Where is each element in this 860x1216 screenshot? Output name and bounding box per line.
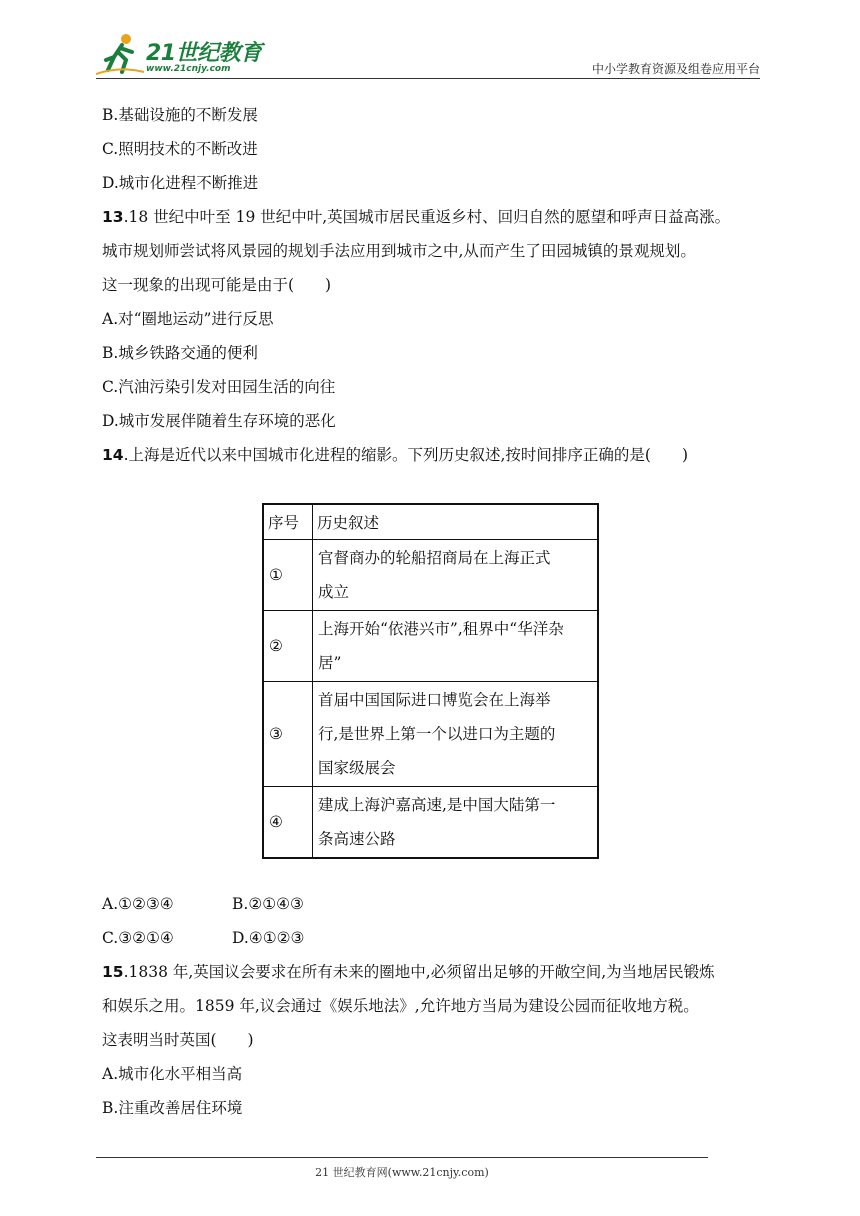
q13-number: 13	[102, 208, 124, 226]
table-header-row	[263, 504, 598, 540]
runner-icon	[96, 30, 144, 78]
q13-line-2: 城市规划师尝试将风景园的规划手法应用到城市之中,从而产生了田园城镇的景观规划。	[102, 242, 696, 260]
q13-option-a: A.对“圈地运动”进行反思	[102, 310, 274, 328]
q14-option-b: B.②①④③	[232, 895, 304, 913]
q13-option-c: C.汽油污染引发对田园生活的向往	[102, 378, 336, 396]
q15-line-2: 和娱乐之用。1859 年,议会通过《娱乐地法》,允许地方当局为建设公园而征收地方税。	[102, 997, 699, 1015]
q15-block	[102, 957, 772, 1127]
row-number: ③	[263, 682, 313, 787]
row-description: 首届中国国际进口博览会在上海举 行,是世界上第一个以进口为主题的 国家级展会	[313, 682, 599, 787]
q13-option-d: D.城市发展伴随着生存环境的恶化	[102, 412, 336, 430]
table-row	[263, 682, 598, 787]
q12-option-b: B.基础设施的不断发展	[102, 106, 258, 124]
footer-divider	[96, 1157, 708, 1158]
q15-line-1	[102, 957, 772, 991]
table-header-num: 序号	[263, 504, 313, 540]
logo-url: www.21cnjy.com	[146, 64, 231, 74]
row-description: 建成上海沪嘉高速,是中国大陆第一 条高速公路	[313, 787, 599, 859]
q12-option-c: C.照明技术的不断改进	[102, 140, 258, 158]
logo-title: 21世纪教育	[146, 41, 262, 66]
q14-options	[102, 889, 362, 957]
q13-text-1: .18 世纪中叶至 19 世纪中叶,英国城市居民重返乡村、回归自然的愿望和呼声日益高涨。	[123, 208, 731, 226]
page-footer: 21 世纪教育网(www.21cnjy.com)	[315, 1166, 489, 1179]
q15-number: 15	[102, 963, 124, 981]
q15-option-b: B.注重改善居住环境	[102, 1099, 243, 1117]
q14-option-c: C.③②①④	[102, 929, 174, 947]
q13-option-b: B.城乡铁路交通的便利	[102, 344, 258, 362]
row-number: ④	[263, 787, 313, 859]
q14-text: .上海是近代以来中国城市化进程的缩影。下列历史叙述,按时间排序正确的是( )	[123, 446, 689, 464]
q14-number: 14	[102, 446, 124, 464]
row-description: 上海开始“依港兴市”,租界中“华洋杂 居”	[313, 611, 599, 682]
q13-line-3: 这一现象的出现可能是由于( )	[102, 276, 332, 294]
q12-option-d: D.城市化进程不断推进	[102, 174, 259, 192]
table-row	[263, 540, 598, 611]
logo	[96, 30, 266, 78]
page-header	[96, 30, 760, 80]
q13-line-1	[102, 202, 772, 236]
row-number: ②	[263, 611, 313, 682]
q15-option-a: A.城市化水平相当高	[102, 1065, 243, 1083]
table-row	[263, 787, 598, 859]
header-divider	[96, 78, 760, 79]
q14-option-d: D.④①②③	[232, 929, 305, 947]
q15-line-3: 这表明当时英国( )	[102, 1031, 254, 1049]
header-platform-text: 中小学教育资源及组卷应用平台	[591, 62, 760, 76]
q15-text-1: .1838 年,英国议会要求在所有未来的圈地中,必须留出足够的开敞空间,为当地居民锻炼	[123, 963, 715, 981]
history-table	[262, 503, 599, 859]
q14-option-a: A.①②③④	[102, 895, 174, 913]
row-number: ①	[263, 540, 313, 611]
question-content	[102, 100, 772, 474]
row-description: 官督商办的轮船招商局在上海正式 成立	[313, 540, 599, 611]
table-header-desc: 历史叙述	[313, 504, 599, 540]
table-row	[263, 611, 598, 682]
q14-line-1	[102, 440, 772, 474]
